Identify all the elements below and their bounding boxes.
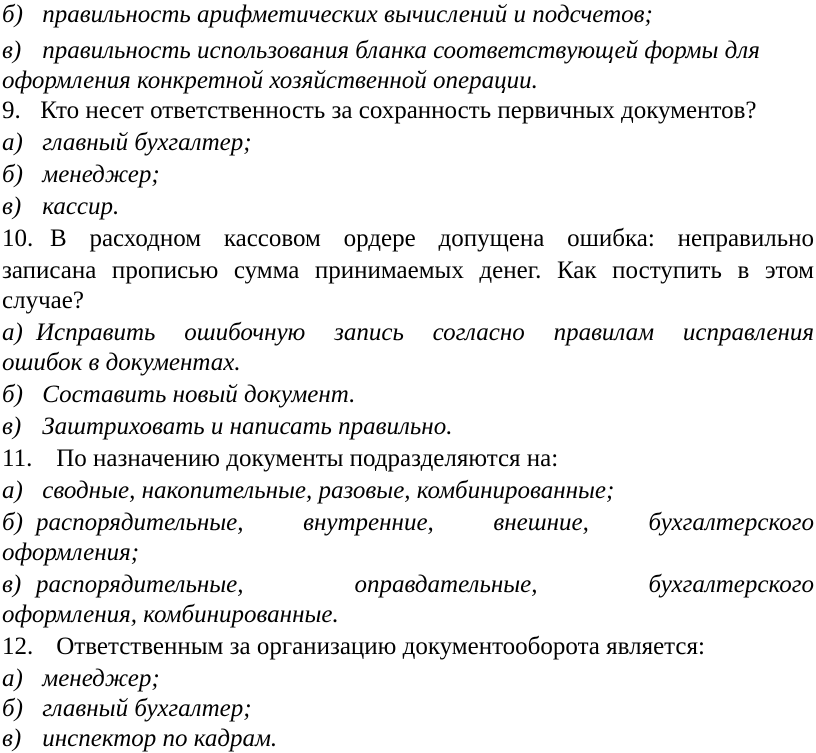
answer-text: инспектор по кадрам. (42, 725, 278, 752)
answer-text: правильность использования бланка соответствующей формы для (42, 37, 760, 64)
answer-line (2, 694, 814, 723)
answer-text: правильность арифметических вычислений и подсчетов; (42, 1, 653, 28)
answer-marker: а) (2, 319, 23, 346)
question-line (2, 224, 814, 253)
answer-line (2, 36, 814, 65)
answer-marker: в) (2, 413, 22, 440)
answer-line (2, 0, 814, 29)
question-line (2, 96, 814, 125)
answer-text: оформления, комбинированные. (2, 601, 339, 628)
question-number: 9. (2, 97, 21, 124)
answer-continuation (2, 538, 814, 567)
answer-text: Заштриховать и написать правильно. (42, 413, 453, 440)
answer-line (2, 664, 814, 693)
answer-continuation (2, 348, 814, 377)
answer-line (2, 380, 814, 409)
answer-continuation (2, 66, 814, 95)
answer-text: менеджер; (42, 161, 160, 188)
answer-line (2, 476, 814, 505)
question-number: 10. (2, 225, 34, 252)
answer-marker: б) (2, 509, 23, 536)
answer-text: оформления; (2, 539, 140, 566)
answer-marker: б) (2, 1, 23, 28)
answer-marker: б) (2, 695, 23, 722)
answer-line (2, 192, 814, 221)
answer-text: оформления конкретной хозяйственной операции. (2, 67, 538, 94)
answer-marker: б) (2, 161, 23, 188)
answer-marker: в) (2, 571, 22, 598)
question-text: Ответственным за организацию документооборота является: (56, 633, 705, 660)
question-line (2, 632, 814, 661)
question-text: По назначению документы подразделяются на: (56, 445, 559, 472)
answer-continuation (2, 600, 814, 629)
answer-text: Составить новый документ. (42, 381, 356, 408)
answer-text: Исправить ошибочную запись согласно правилам исправления (36, 319, 814, 346)
question-text: В расходном кассовом ордере допущена ошибка: неправильно (50, 225, 814, 252)
answer-text: кассир. (42, 193, 120, 220)
answer-line (2, 570, 814, 599)
answer-marker: а) (2, 129, 23, 156)
answer-line (2, 508, 814, 537)
question-continuation (2, 256, 814, 285)
answer-line (2, 160, 814, 189)
answer-marker: в) (2, 37, 22, 64)
answer-text: распорядительные, оправдательные, бухгалтерского (36, 571, 814, 598)
answer-line (2, 724, 814, 753)
answer-line (2, 412, 814, 441)
answer-marker: а) (2, 477, 23, 504)
question-continuation (2, 286, 814, 315)
answer-text: главный бухгалтер; (42, 695, 252, 722)
question-number: 11. (2, 445, 33, 472)
answer-marker: а) (2, 665, 23, 692)
question-number: 12. (2, 633, 34, 660)
question-line (2, 444, 814, 473)
answer-text: ошибок в документах. (2, 349, 241, 376)
answer-marker: б) (2, 381, 23, 408)
question-text: записана прописью сумма принимаемых денег. Как поступить в этом (2, 257, 814, 284)
answer-text: распорядительные, внутренние, внешние, бухгалтерского (36, 509, 814, 536)
question-text: случае? (2, 287, 84, 314)
answer-text: главный бухгалтер; (42, 129, 252, 156)
answer-text: менеджер; (42, 665, 160, 692)
answer-text: сводные, накопительные, разовые, комбинированные; (42, 477, 615, 504)
answer-line (2, 318, 814, 347)
answer-line (2, 128, 814, 157)
answer-marker: в) (2, 193, 22, 220)
question-text: Кто несет ответственность за сохранность первичных документов? (40, 97, 757, 124)
answer-marker: в) (2, 725, 22, 752)
